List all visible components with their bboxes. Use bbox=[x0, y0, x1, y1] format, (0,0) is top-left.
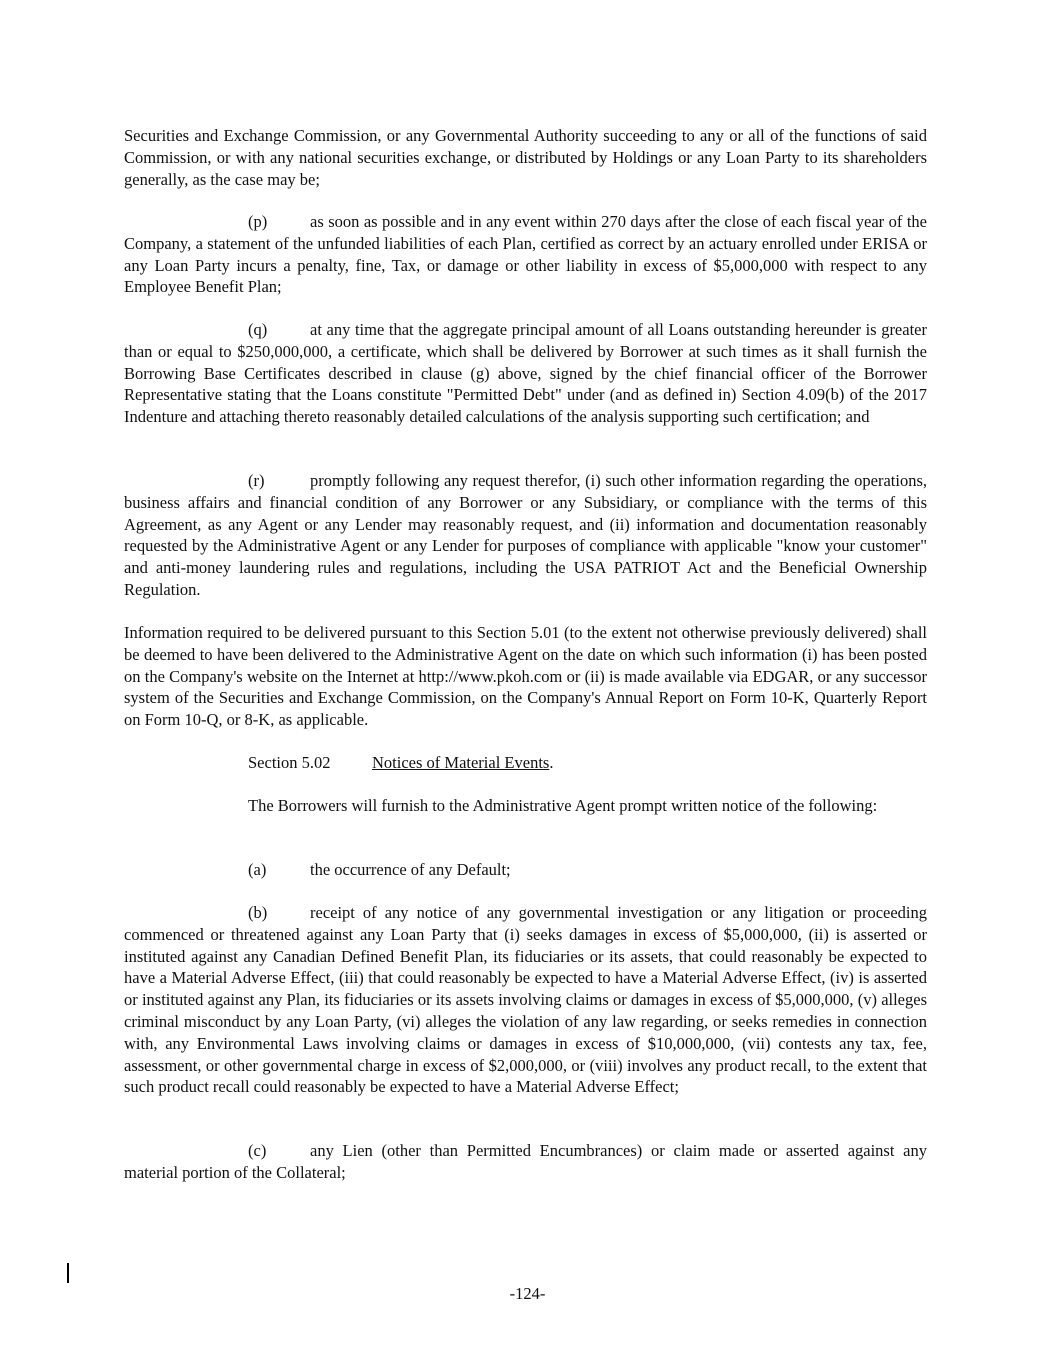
clause-r bbox=[124, 470, 927, 601]
clause-p bbox=[124, 211, 927, 298]
continuation-paragraph: Securities and Exchange Commission, or any Governmental Authority succeeding to any or all of the functions of said Commission, or with any national securities exchange, or distributed by Holdings or any Loan Party to its shareholders generally, as the case may be; bbox=[124, 126, 927, 189]
clause-text: as soon as possible and in any event within 270 days after the close of each fiscal year of the Company, a statement of the unfunded liabilities of each Plan, certified as correct by an actuary enrolled under ERISA or any Loan Party incurs a penalty, fine, Tax, or damage or other liability in excess of $5,000,000 with respect to any Employee Benefit Plan; bbox=[124, 212, 927, 297]
clause-text: promptly following any request therefor, (i) such other information regarding the operations, business affairs and financial condition of any Borrower or any Subsidiary, or compliance with the terms of this Agreement, as any Agent or any Lender may reasonably request, and (ii) information and documentation reasonably requested by the Administrative Agent or any Lender for purposes of compliance with applicable "know your customer" and anti-money laundering rules and regulations, including the USA PATRIOT Act and the Beneficial Ownership Regulation. bbox=[124, 471, 927, 599]
clause-a bbox=[248, 859, 511, 881]
clause-marker: (a) bbox=[248, 860, 267, 879]
clause-c bbox=[124, 1140, 927, 1184]
section-title-period: . bbox=[549, 753, 554, 772]
clause-marker: (p) bbox=[248, 212, 268, 231]
section-title: Notices of Material Events bbox=[372, 753, 550, 772]
page-number: -124- bbox=[509, 1284, 546, 1303]
clause-text: receipt of any notice of any governmental investigation or any litigation or proceeding commenced or threatened against any Loan Party that (i) seeks damages in excess of $5,000,000, (ii) is asserted or instituted against any Canadian Defined Benefit Plan, its fiduciaries or its assets, that could reasonably be expected to have a Material Adverse Effect, (iii) that could reasonably be expected to have a Material Adverse Effect, (iv) is asserted or instituted against any Plan, its fiduciaries or its assets involving claims or damages in excess of $5,000,000, (v) alleges criminal misconduct by any Loan Party, (vi) alleges the violation of any law regarding, or seeks remedies in connection with, any Environmental Laws involving claims or damages in excess of $10,000,000, (vii) contests any tax, fee, assessment, or other governmental charge in excess of $2,000,000, or (viii) involves any product recall, to the extent that such product recall could reasonably be expected to have a Material Adverse Effect; bbox=[124, 903, 927, 1097]
clause-marker: (q) bbox=[248, 320, 268, 339]
section-intro: The Borrowers will furnish to the Administrative Agent prompt written notice of the following: bbox=[248, 796, 878, 815]
clause-marker: (b) bbox=[248, 903, 268, 922]
clause-text: the occurrence of any Default; bbox=[310, 860, 511, 879]
clause-marker: (r) bbox=[248, 471, 265, 490]
clause-text: any Lien (other than Permitted Encumbrances) or claim made or asserted against any material portion of the Collateral; bbox=[124, 1141, 927, 1182]
revision-bar bbox=[67, 1263, 69, 1283]
clause-q bbox=[124, 319, 927, 428]
clause-text: at any time that the aggregate principal amount of all Loans outstanding hereunder is greater than or equal to $250,000,000, a certificate, which shall be delivered by Borrower at such times as it shall furnish the Borrowing Base Certificates described in clause (g) above, signed by the chief financial officer of the Borrower Representative stating that the Loans constitute "Permitted Debt" under (and as defined in) Section 4.09(b) of the 2017 Indenture and attaching thereto reasonably detailed calculations of the analysis supporting such certification; and bbox=[124, 320, 927, 427]
clause-b bbox=[124, 902, 927, 1098]
clause-marker: (c) bbox=[248, 1141, 267, 1160]
section-heading bbox=[248, 752, 553, 774]
section-number: Section 5.02 bbox=[248, 753, 331, 772]
information-paragraph: Information required to be delivered pursuant to this Section 5.01 (to the extent not otherwise previously delivered) shall be deemed to have been delivered to the Administrative Agent on the date on which such information (i) has been posted on the Company's website on the Internet at http://www.pkoh.com or (ii) is made available via EDGAR, or any successor system of the Securities and Exchange Commission, on the Company's Annual Report on Form 10-K, Quarterly Report on Form 10-Q, or 8-K, as applicable. bbox=[124, 623, 927, 730]
